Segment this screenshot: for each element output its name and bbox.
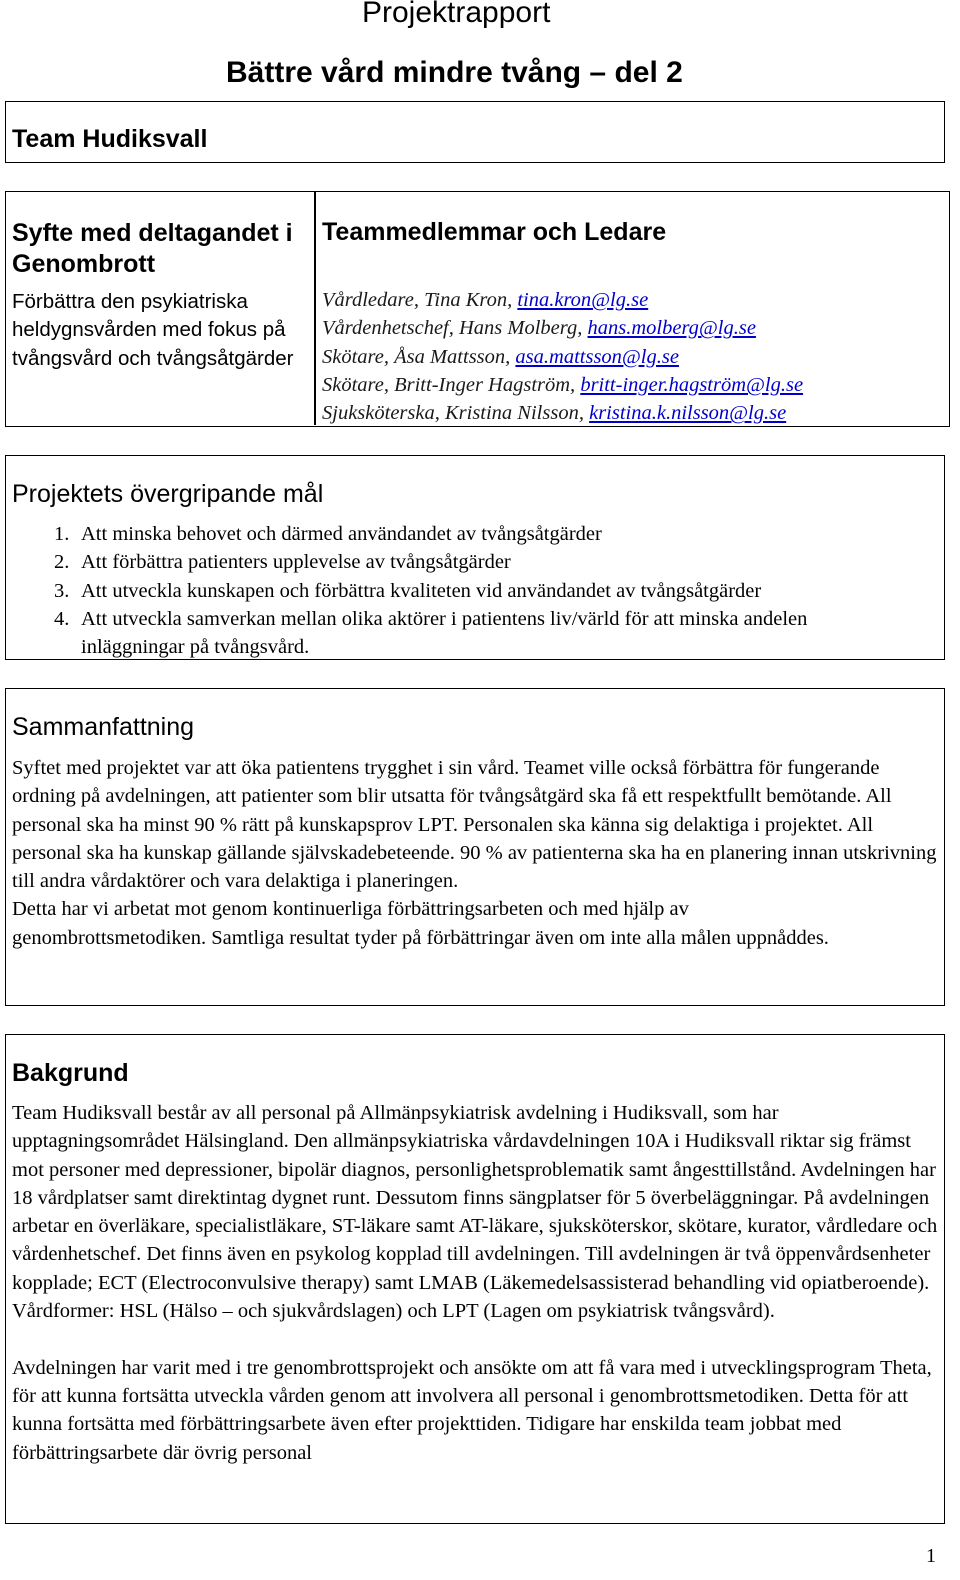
team-box: [5, 101, 945, 163]
summary-body: [12, 754, 942, 952]
background-box: [5, 1034, 945, 1524]
summary-paragraph: Syftet med projektet var att öka patientens trygghet i sin vård. Teamet ville också förbättra för fungerande ordning på avdelningen, att patienter som blir utsatta för tvångsåtgärd ska få ett respektfullt bemötande. All personal ska ha minst 90 % rätt på kunskapsprov LPT. Personalen ska känna sig delaktiga i projektet. All personal ska ha kunskap gällande självskadebeteende. 90 % av patienterna ska ha en planering innan utskrivning till andra vårdaktörer och vara delaktiga i planeringen.: [12, 757, 937, 893]
team-name: Team Hudiksvall: [12, 125, 208, 153]
member-row: Skötare, Åsa Mattsson, asa.mattsson@lg.se: [322, 345, 679, 368]
goals-heading: Projektets övergripande mål: [12, 480, 324, 508]
member-row: Skötare, Britt-Inger Hagström, britt-inger.hagström@lg.se: [322, 373, 804, 396]
goal-item: 1. Att minska behovet och därmed användandet av tvångsåtgärder: [54, 523, 602, 545]
member-email-link[interactable]: tina.kron@lg.se: [517, 289, 649, 311]
member-email-link[interactable]: kristina.k.nilsson@lg.se: [589, 402, 787, 425]
purpose-heading: Syfte med deltagandet i Genombrott: [12, 219, 293, 278]
goal-item: 3. Att utveckla kunskapen och förbättra kvaliteten vid användandet av tvångsåtgärder: [54, 579, 762, 602]
member-email-link[interactable]: hans.molberg@lg.se: [587, 317, 756, 340]
report-title: Projektrapport: [362, 0, 551, 29]
background-paragraph: Team Hudiksvall består av all personal på Allmänpsykiatrisk avdelning i Hudiksvall, som har upptagningsområdet Hälsingland. Den allmänpsykiatriska vårdavdelningen 10A i Hudiksvall riktar sig främst mot personer med depressioner, bipolär diagnos, personlighetsproblematik samt ångesttillstånd. Avdelningen har 18 vårdplatser samt direktintag dygnet runt. Dessutom finns sängplatser för 5 överbeläggningar. På avdelningen arbetar en överläkare, specialistläkare, ST-läkare samt AT-läkare, sjuksköterskor, skötare, kurator, vårdledare och vårdenhetschef. Det finns även en psykolog kopplad till avdelningen. Till avdelningen är två öppenvårdsenheter kopplade; ECT (Electroconvulsive therapy) samt LMAB (Läkemedelsassisterad behandling vid opiatberoende). Vårdformer: HSL (Hälso – och sjukvårdslagen) och LPT (Lagen om psykiatrisk tvångsvård).: [12, 1102, 938, 1323]
member-row: Vårdenhetschef, Hans Molberg, hans.molberg@lg.se: [322, 317, 756, 340]
members-heading: Teammedlemmar och Ledare: [322, 218, 667, 246]
member-email-link[interactable]: asa.mattsson@lg.se: [515, 345, 679, 368]
table-divider: [314, 192, 316, 425]
purpose-text: Förbättra den psykiatriska heldygnsvården med fokus på tvångsvård och tvångsåtgärder: [12, 290, 294, 370]
member-row: Sjuksköterska, Kristina Nilsson, kristina.k.nilsson@lg.se: [322, 402, 787, 425]
report-subtitle: Bättre vård mindre tvång – del 2: [226, 56, 683, 89]
page-number: 1: [926, 1545, 936, 1567]
summary-heading: Sammanfattning: [12, 713, 195, 741]
purpose-members-table: [5, 191, 950, 427]
goal-item: 4. Att utveckla samverkan mellan olika aktörer i patientens liv/värld för att minska andelen inläggningar på tvångsvård.: [54, 607, 808, 659]
member-email-link[interactable]: britt-inger.hagström@lg.se: [580, 373, 804, 396]
members-list: [322, 286, 803, 427]
member-row: Vårdledare, Tina Kron, tina.kron@lg.se: [322, 289, 649, 311]
background-body: [12, 1099, 942, 1467]
background-heading: Bakgrund: [12, 1059, 129, 1087]
background-paragraph: Avdelningen har varit med i tre genombrottsprojekt och ansökte om att få vara med i utvecklingsprogram Theta, för att kunna fortsätta utveckla vården genom att involvera all personal i genombrottsmetodiken. Detta för att kunna fortsätta med förbättringsarbete även efter projekttiden. Tidigare har enskilda team jobbat med förbättringsarbete där övrig personal: [12, 1356, 932, 1464]
summary-paragraph: Detta har vi arbetat mot genom kontinuerliga förbättringsarbeten och med hjälp av genombrottsmetodiken. Samtliga resultat tyder på förbättringar även om inte alla målen uppnåddes.: [12, 898, 829, 949]
goals-box: [5, 455, 945, 660]
goals-list: [6, 520, 926, 661]
goal-item: 2. Att förbättra patienters upplevelse av tvångsåtgärder: [54, 551, 511, 574]
summary-box: [5, 688, 945, 1006]
